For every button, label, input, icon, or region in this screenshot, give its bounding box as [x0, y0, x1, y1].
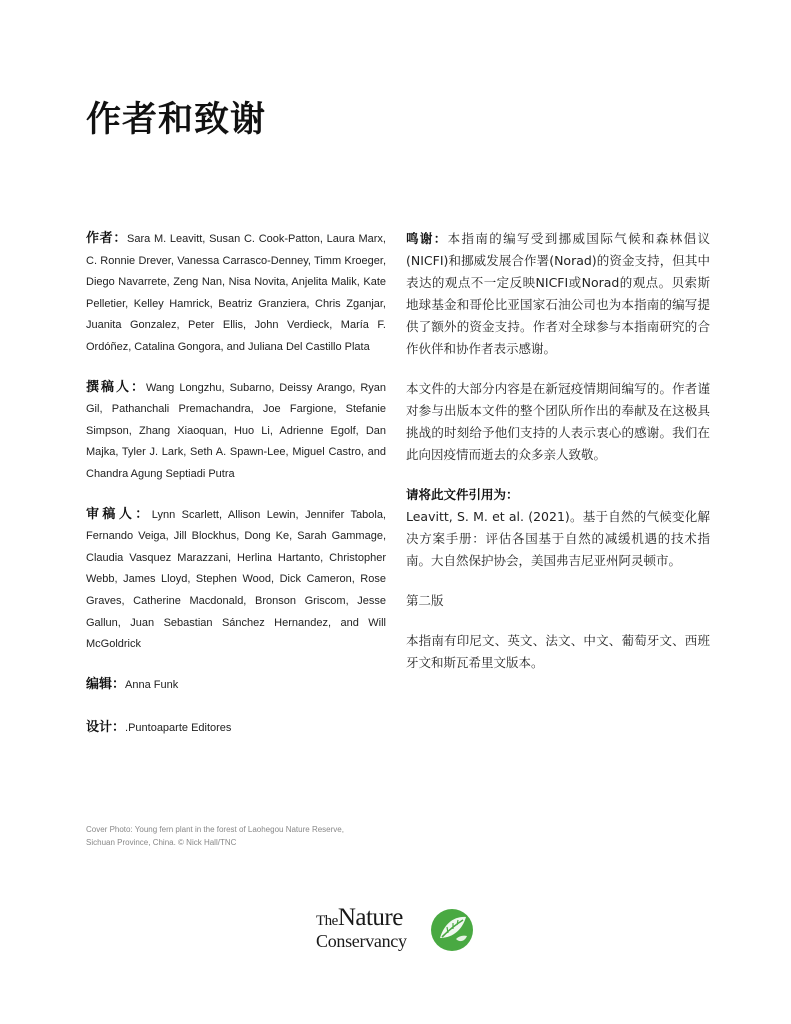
citation-heading: 请将此文件引用为： — [406, 487, 519, 502]
page-title: 作者和致谢 — [86, 100, 267, 140]
edition-label: 第二版 — [406, 593, 444, 608]
acknowledgement-paragraph — [406, 228, 710, 360]
nature-conservancy-logo — [316, 906, 476, 958]
contributors-names: Wang Longzhu, Subarno, Deissy Arango, Ryan Gil, Pathanchali Premachandra, Joe Fargione, Stefanie Simpson, Zhang Xiaoquan, Huo Li, Adrienne Egolf, Dan Majka, Tyler J. Lark, Seth A. Spawn-Lee, Miguel Castro, and Chandra Agung Septiadi Putra — [86, 381, 386, 480]
photo-credit-line-2: Sichuan Province, China. © Nick Hall/TNC — [86, 838, 237, 847]
contributors-label: 撰稿人： — [86, 379, 146, 395]
logo-word-nature: Nature — [337, 904, 403, 931]
acknowledgement-text: 本指南的编写受到挪威国际气候和森林倡议(NICFI)和挪威发展合作署(Norad)的资金支持，但其中表达的观点不一定反映NICFI或Norad的观点。贝索斯地球基金和哥伦比亚国家石油公司也为本指南的编写提供了额外的资金支持。作者对全球参与本指南研究的合作伙伴和协作者表示感谢。 — [406, 231, 710, 356]
design-credit — [86, 717, 386, 740]
design-label: 设计： — [86, 720, 126, 736]
editor-name: Anna Funk — [125, 678, 179, 691]
leaf-globe-icon — [430, 908, 474, 952]
logo-word-conservancy: Conservancy — [316, 931, 407, 951]
logo-word-the: The — [316, 913, 338, 929]
editor-label: 编辑： — [86, 676, 126, 692]
contributors-credit — [86, 377, 386, 486]
citation-text: Leavitt, S. M. et al. (2021)。基于自然的气候变化解决方案手册：评估各国基于自然的减缓机遇的技术指南。大自然保护协会，美国弗吉尼亚州阿灵顿市。 — [406, 509, 710, 568]
design-name: .Puntoaparte Editores — [125, 722, 232, 735]
reviewers-credit — [86, 504, 386, 656]
logo-wordmark — [316, 906, 407, 952]
languages-paragraph: 本指南有印尼文、英文、法文、中文、葡萄牙文、西班牙文和斯瓦希里文版本。 — [406, 633, 710, 670]
photo-credit — [86, 823, 386, 849]
authors-names: Sara M. Leavitt, Susan C. Cook-Patton, Laura Marx, C. Ronnie Drever, Vanessa Carrasco-Denney, Timm Kroeger, Diego Navarrete, Zeng Nan, Nisa Novita, Anjelita Malik, Kate Pelletier, Kelley Hamrick, Beatriz Granziera, Chris Zganjar, Juanita Gonzalez, Peter Ellis, John Verdieck, María F. Ordóñez, Catalina Gongora, and Juliana Del Castillo Plata — [86, 233, 386, 353]
authors-credit — [86, 228, 386, 359]
covid-note-paragraph: 本文件的大部分内容是在新冠疫情期间编写的。作者谨对参与出版本文件的整个团队所作出的奉献及在这极具挑战的时刻给予他们支持的人表示衷心的感谢。我们在此向因疫情而逝去的众多亲人致敬。 — [406, 381, 710, 462]
credits-column — [86, 228, 386, 761]
acknowledgements-column — [406, 228, 710, 692]
acknowledgement-label: 鸣谢： — [406, 231, 448, 246]
reviewers-names: Lynn Scarlett, Allison Lewin, Jennifer Tabola, Fernando Veiga, Jill Blockhus, Dong Ke, Sarah Gammage, Claudia Vasquez Marazzani, Herlina Hartanto, Christopher Webb, James Lloyd, Stephen Wood, Dick Cameron, Rose Graves, Catherine Macdonald, Bronson Griscom, Jesse Gallun, Juan Sebastian Sánchez Hernandez, and Will McGoldrick — [86, 508, 386, 651]
reviewers-label: 审稿人： — [86, 506, 152, 522]
editor-credit — [86, 674, 386, 697]
authors-label: 作者： — [86, 231, 127, 246]
photo-credit-line-1: Cover Photo: Young fern plant in the forest of Laohegou Nature Reserve, — [86, 825, 344, 834]
